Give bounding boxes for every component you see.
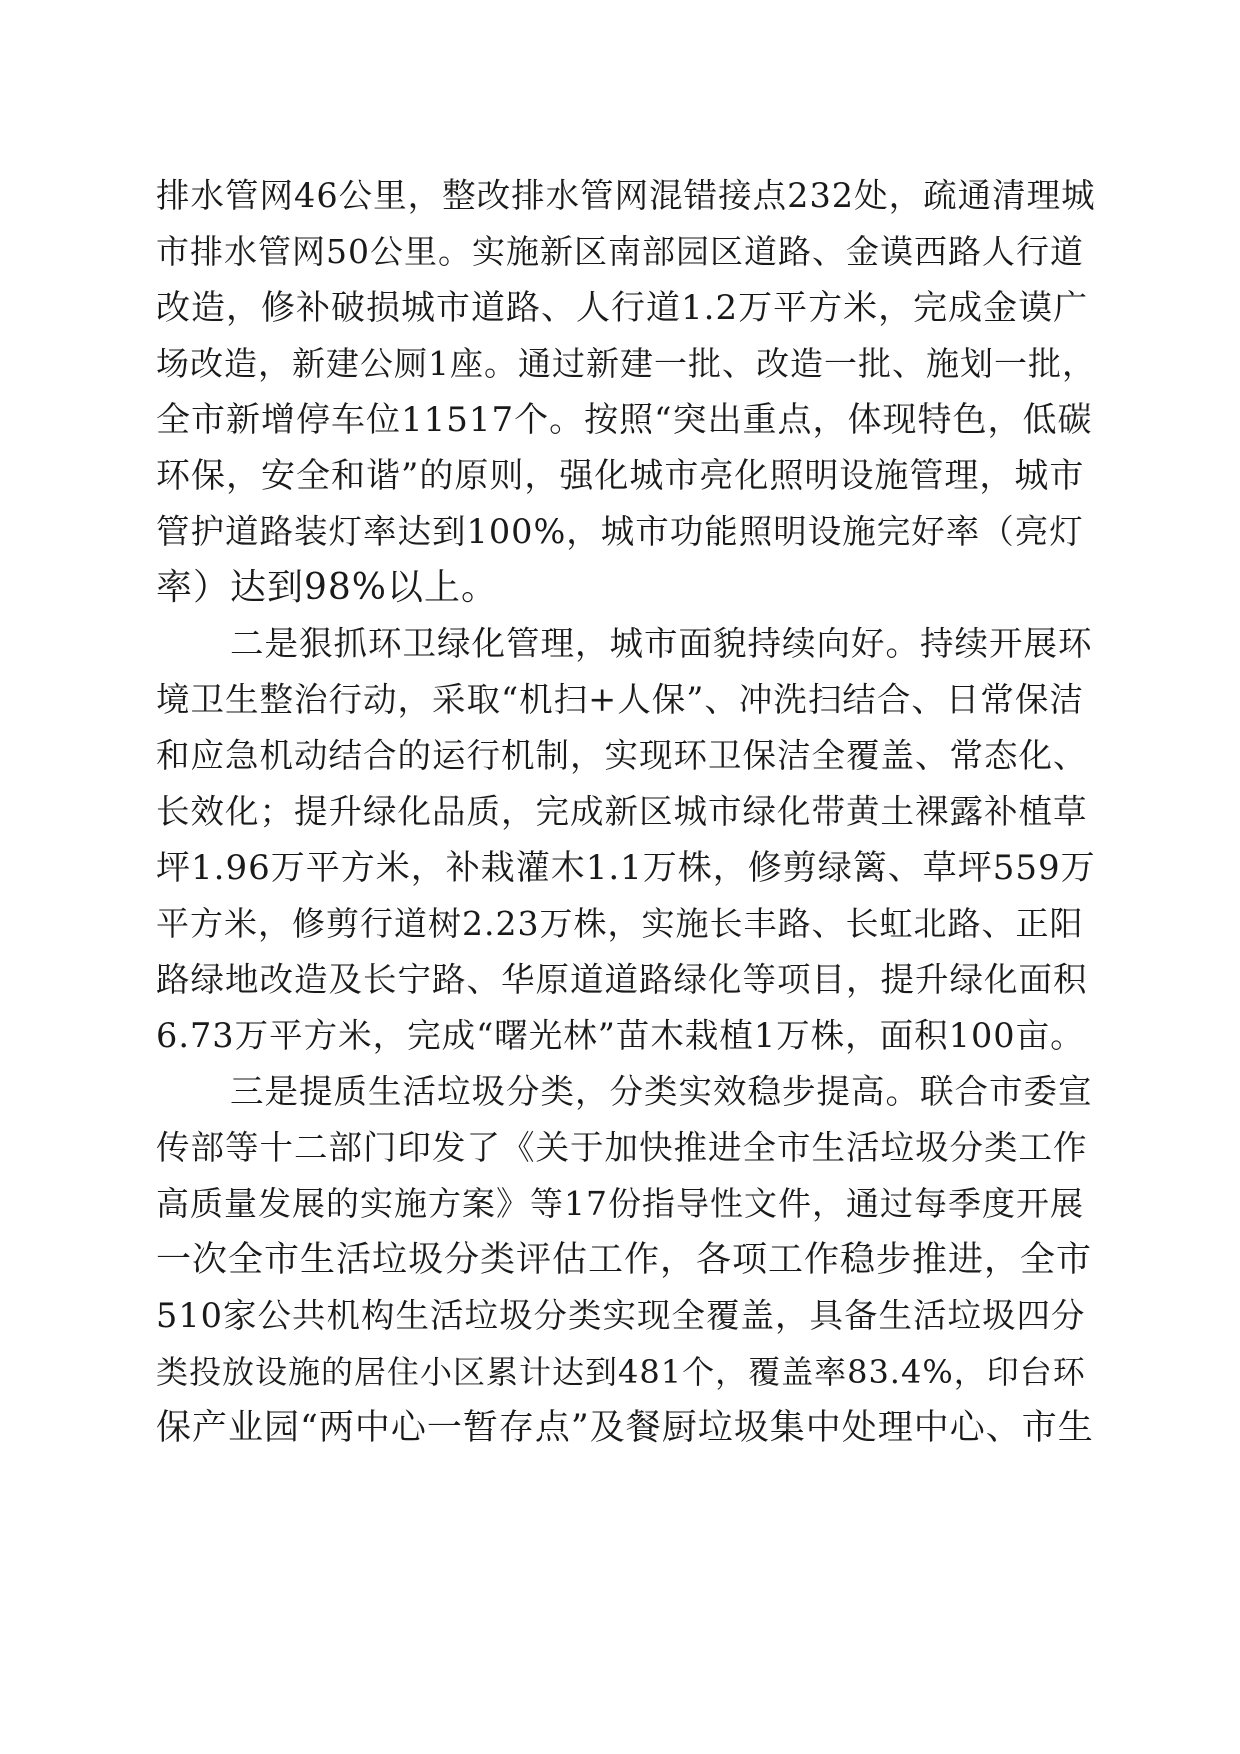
text-line: 全市新增停车位11517个。按照“突出重点，体现特色，低碳 <box>156 400 1093 440</box>
text-line: 510家公共机构生活垃圾分类实现全覆盖，具备生活垃圾四分 <box>156 1296 1086 1335</box>
text-line: 和应急机动结合的运行机制，实现环卫保洁全覆盖、常态化、 <box>156 736 1088 775</box>
text-line: 保产业园“两中心一暂存点”及餐厨垃圾集中处理中心、市生 <box>156 1408 1094 1448</box>
text-line: 路绿地改造及长宁路、华原道道路绿化等项目，提升绿化面积 <box>156 960 1088 999</box>
text-line: 改造，修补破损城市道路、人行道1.2万平方米，完成金谟广 <box>156 288 1089 328</box>
text-line: 率）达到98%以上。 <box>156 567 499 608</box>
text-line: 排水管网46公里，整改排水管网混错接点232处，疏通清理城 <box>156 176 1096 215</box>
paragraph-lead-line: 二是狠抓环卫绿化管理，城市面貌持续向好。持续开展环 <box>230 624 1093 663</box>
text-line: 境卫生整治行动，采取“机扫+人保”、冲洗扫结合、日常保洁 <box>156 680 1084 719</box>
paragraph-lead-line: 三是提质生活垃圾分类，分类实效稳步提高。联合市委宣 <box>230 1072 1093 1111</box>
text-line: 平方米，修剪行道树2.23万株，实施长丰路、长虹北路、正阳 <box>156 904 1084 943</box>
text-line: 6.73万平方米，完成“曙光林”苗木栽植1万株，面积100亩。 <box>156 1016 1085 1055</box>
text-line: 一次全市生活垃圾分类评估工作，各项工作稳步推进，全市 <box>156 1240 1093 1280</box>
text-line: 坪1.96万平方米，补栽灌木1.1万株，修剪绿篱、草坪559万 <box>156 848 1096 888</box>
text-line: 管护道路装灯率达到100%，城市功能照明设施完好率（亮灯 <box>156 512 1084 551</box>
text-line: 传部等十二部门印发了《关于加快推进全市生活垃圾分类工作 <box>156 1128 1088 1167</box>
text-line: 环保，安全和谐”的原则，强化城市亮化照明设施管理，城市 <box>156 456 1085 496</box>
text-line: 长效化；提升绿化品质，完成新区城市绿化带黄土裸露补植草 <box>156 792 1088 831</box>
text-line: 高质量发展的实施方案》等17份指导性文件，通过每季度开展 <box>156 1184 1084 1223</box>
text-line: 类投放设施的居住小区累计达到481个，覆盖率83.4%，印台环 <box>156 1353 1086 1391</box>
text-line: 场改造，新建公厕1座。通过新建一批、改造一批、施划一批， <box>156 344 1096 383</box>
text-line: 市排水管网50公里。实施新区南部园区道路、金谟西路人行道 <box>156 232 1084 271</box>
